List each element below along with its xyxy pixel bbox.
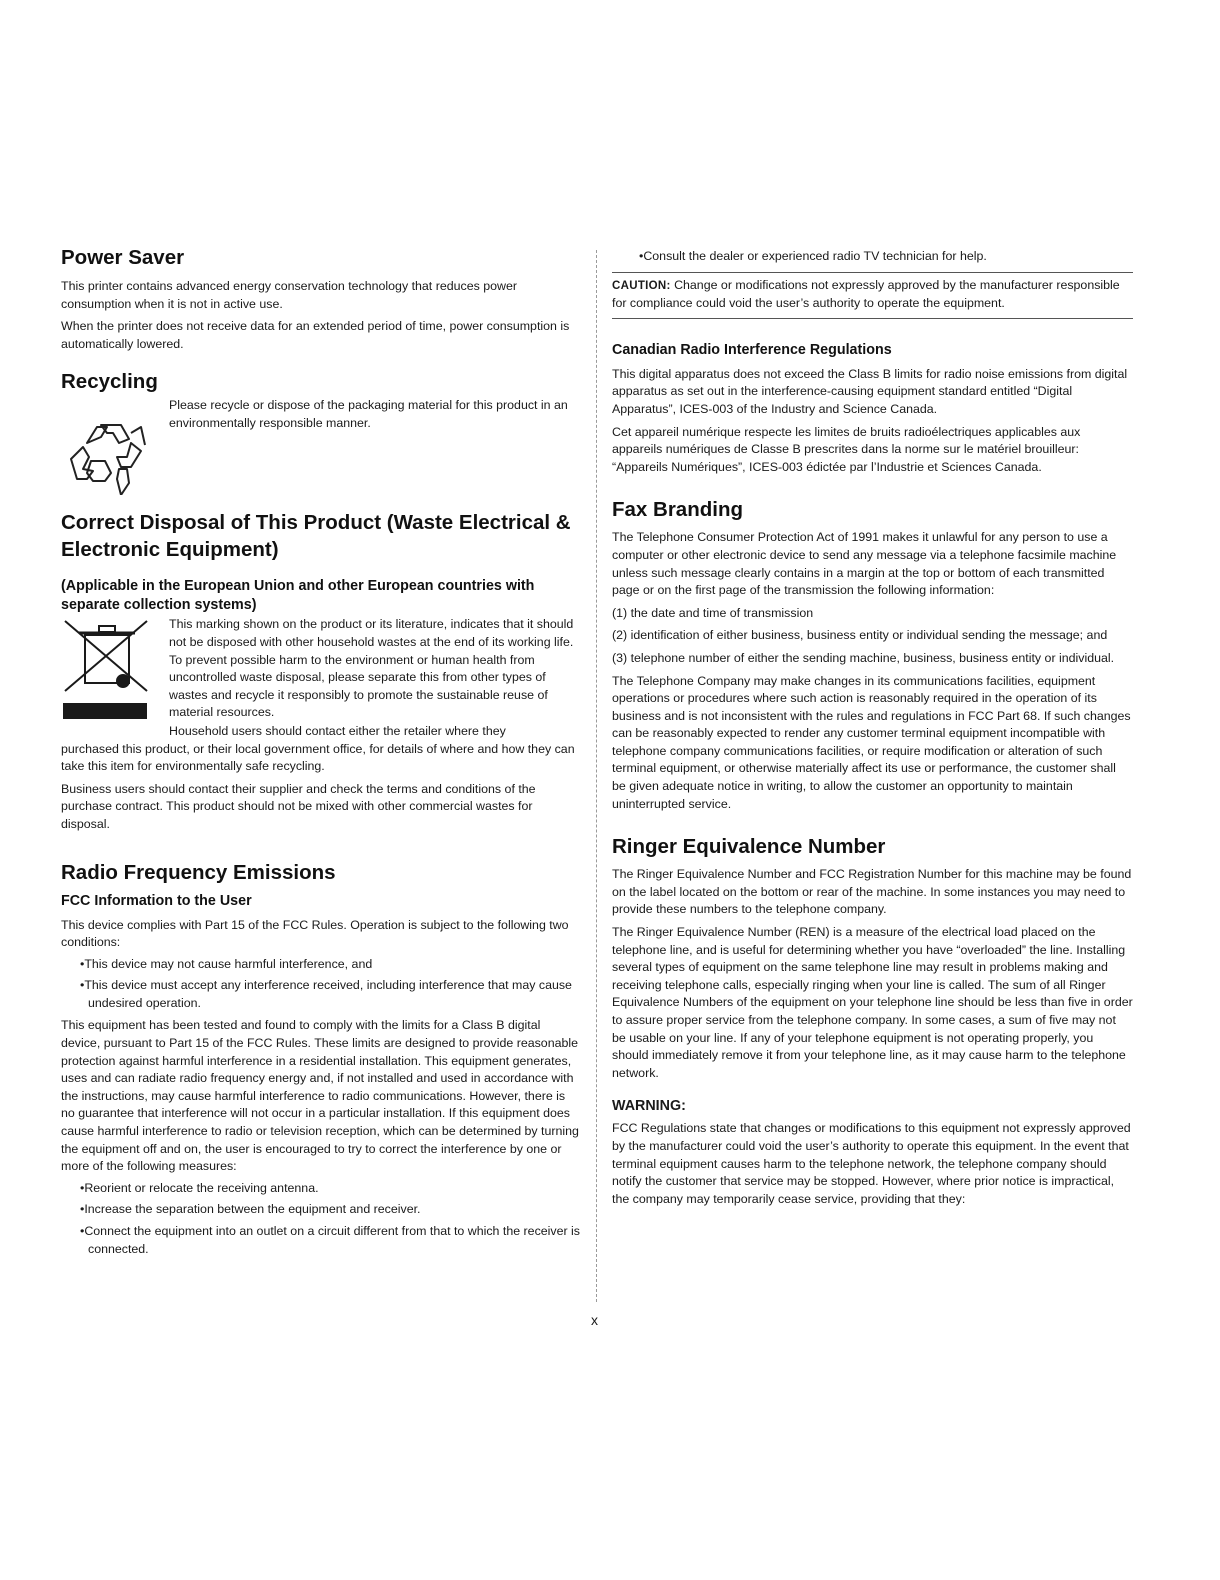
recycling-heading: Recycling: [61, 370, 158, 394]
rf-bullet-4: •Increase the separation between the equipment and receiver.: [80, 1202, 421, 1217]
disposal-p1: This marking shown on the product or its literature, indicates that it should not be disposed with other household wastes at the end of its working life. To prevent possible harm to the environment or human health from uncontrolled waste disposal, please separate this from other types of wastes and recycle it responsibly to promote the sustainable reuse of material resources.: [169, 617, 574, 720]
rf-heading: Radio Frequency Emissions: [61, 860, 336, 884]
recycling-text: Please recycle or dispose of the packaging material for this product in an environmentally responsible manner.: [169, 398, 568, 430]
consult-bullet: •Consult the dealer or experienced radio TV technician for help.: [639, 249, 987, 263]
weee-block: [61, 617, 582, 722]
disposal-p2-rest: purchased this product, or their local government office, for details of where and how they can take this item for environmentally safe recycling.: [61, 741, 575, 774]
fax-p1: The Telephone Consumer Protection Act of 1991 makes it unlawful for any person to use a computer or other electronic device to send any message via a telephone facsimile machine unless such message clearly contains in a margin at the top or bottom of each transmitted page or on the first page of the transmission the following information:: [612, 530, 1117, 598]
recycle-icon: [61, 399, 169, 497]
rf-p1: This device complies with Part 15 of the FCC Rules. Operation is subject to the following two conditions:: [61, 917, 569, 950]
caution-text: [612, 277, 1133, 313]
right-column: [612, 244, 1133, 1208]
ringer-heading: Ringer Equivalence Number: [612, 835, 886, 859]
fax-heading: Fax Branding: [612, 498, 743, 522]
caution-body: Change or modifications not expressly approved by the manufacturer responsible for compliance could void the user’s authority to operate the equipment.: [612, 277, 1120, 311]
rf-bullet-2: •This device must accept any interference received, including interference that may cause undesired operation.: [80, 978, 572, 1010]
caution-label: CAUTION:: [612, 279, 671, 292]
page-number: x: [591, 1312, 598, 1328]
ringer-p2: The Ringer Equivalence Number (REN) is a measure of the electrical load placed on the telephone line, and is useful for determining whether you have “overloaded” the line. Installing several types of equipment on the same telephone line may result in problems making and receiving telephone calls, especially ringing when your line is called. The sum of all Ringer Equivalence Numbers of the equipment on your telephone line should be less than five in order to assure proper service from the telephone company. In some cases, a sum of five may not be usable on your line. If any of your telephone equipment is not operating properly, you should immediately remove it from your telephone line, as it may cause harm to the telephone network.: [612, 925, 1133, 1080]
power-saver-p2: When the printer does not receive data for an extended period of time, power consumption is automatically lowered.: [61, 319, 570, 351]
fax-item-3: (3) telephone number of either the sending machine, business, business entity or individual.: [612, 650, 1115, 665]
disposal-subheading: (Applicable in the European Union and other European countries with separate collection systems): [61, 578, 535, 614]
fax-item-2: (2) identification of either business, business entity or individual sending the message; and: [612, 628, 1108, 643]
weee-bin-icon: [61, 617, 169, 722]
disposal-heading: Correct Disposal of This Product (Waste Electrical & Electronic Equipment): [61, 511, 571, 562]
warning-p1: FCC Regulations state that changes or modifications to this equipment not expressly approved by the manufacturer could void the user’s authority to operate this equipment. In the event that terminal equipment causes harm to the telephone network, the telephone company should notify the customer that service may be stopped. However, where prior notice is impractical, the company may temporarily cease service, providing that they:: [612, 1121, 1131, 1206]
ringer-p1: The Ringer Equivalence Number and FCC Registration Number for this machine may be found on the label located on the bottom or rear of the machine. In some instances you may need to provide these numbers to the telephone company.: [612, 867, 1132, 917]
power-saver-p1: This printer contains advanced energy conservation technology that reduces power consumption when it is not in active use.: [61, 279, 517, 311]
recycling-block: [61, 399, 582, 497]
canadian-p2: Cet appareil numérique respecte les limites de bruits radioélectriques applicables aux appareils numériques de Classe B prescrites dans la norme sur le matériel brouilleur: “Appareils Numériques”, ICES-003 édictée par l’Industrie et Sciences Canada.: [612, 424, 1081, 474]
caution-box: [612, 272, 1133, 319]
canadian-heading: Canadian Radio Interference Regulations: [612, 341, 892, 358]
rf-p2: This equipment has been tested and found to comply with the limits for a Class B digital device, pursuant to Part 15 of the FCC Rules. These limits are designed to provide reasonable protection against harmful interference in a residential installation. This equipment generates, uses and can radiate radio frequency energy and, if not installed and used in accordance with the instructions, may cause harmful interference to radio communications. However, there is no guarantee that interference will not occur in a particular installation. If this equipment does cause harmful interference to radio or television reception, which can be determined by turning the equipment off and on, the user is encouraged to try to correct the interference by one or more of the following measures:: [61, 1018, 579, 1174]
column-divider: [596, 250, 597, 1302]
disposal-p3: Business users should contact their supplier and check the terms and conditions of the purchase contract. This product should not be mixed with other commercial wastes for disposal.: [61, 781, 536, 831]
warning-heading: WARNING:: [612, 1098, 686, 1115]
fax-p2: The Telephone Company may make changes in its communications facilities, equipment operations or procedures where such action is reasonably required in the operation of its business and is not inconsistent with the rules and regulations in FCC Part 68. If such changes can be reasonably expected to render any customer terminal equipment incompatible with telephone company communications facilities, or require modification or alteration of such terminal equipment, or otherwise materially affect its use or performance, the customer shall be given adequate notice in writing, to allow the customer an opportunity to maintain uninterrupted service.: [612, 673, 1131, 811]
canadian-p1: This digital apparatus does not exceed the Class B limits for radio noise emissions from digital apparatus as set out in the interference-causing equipment standard entitled “Digital Apparatus”, ICES-003 of the Industry and Science Canada.: [612, 366, 1128, 416]
disposal-p2-lead: Household users should contact either the retailer where they: [169, 723, 506, 738]
fcc-subheading: FCC Information to the User: [61, 892, 252, 909]
rf-bullet-5: •Connect the equipment into an outlet on a circuit different from that to which the receiver is connected.: [80, 1224, 581, 1256]
rf-bullet-3: •Reorient or relocate the receiving antenna.: [80, 1180, 319, 1195]
fax-item-1: (1) the date and time of transmission: [612, 605, 814, 620]
left-column: [61, 244, 582, 1258]
rf-bullet-1: •This device may not cause harmful interference, and: [80, 956, 373, 971]
power-saver-heading: Power Saver: [61, 246, 185, 269]
